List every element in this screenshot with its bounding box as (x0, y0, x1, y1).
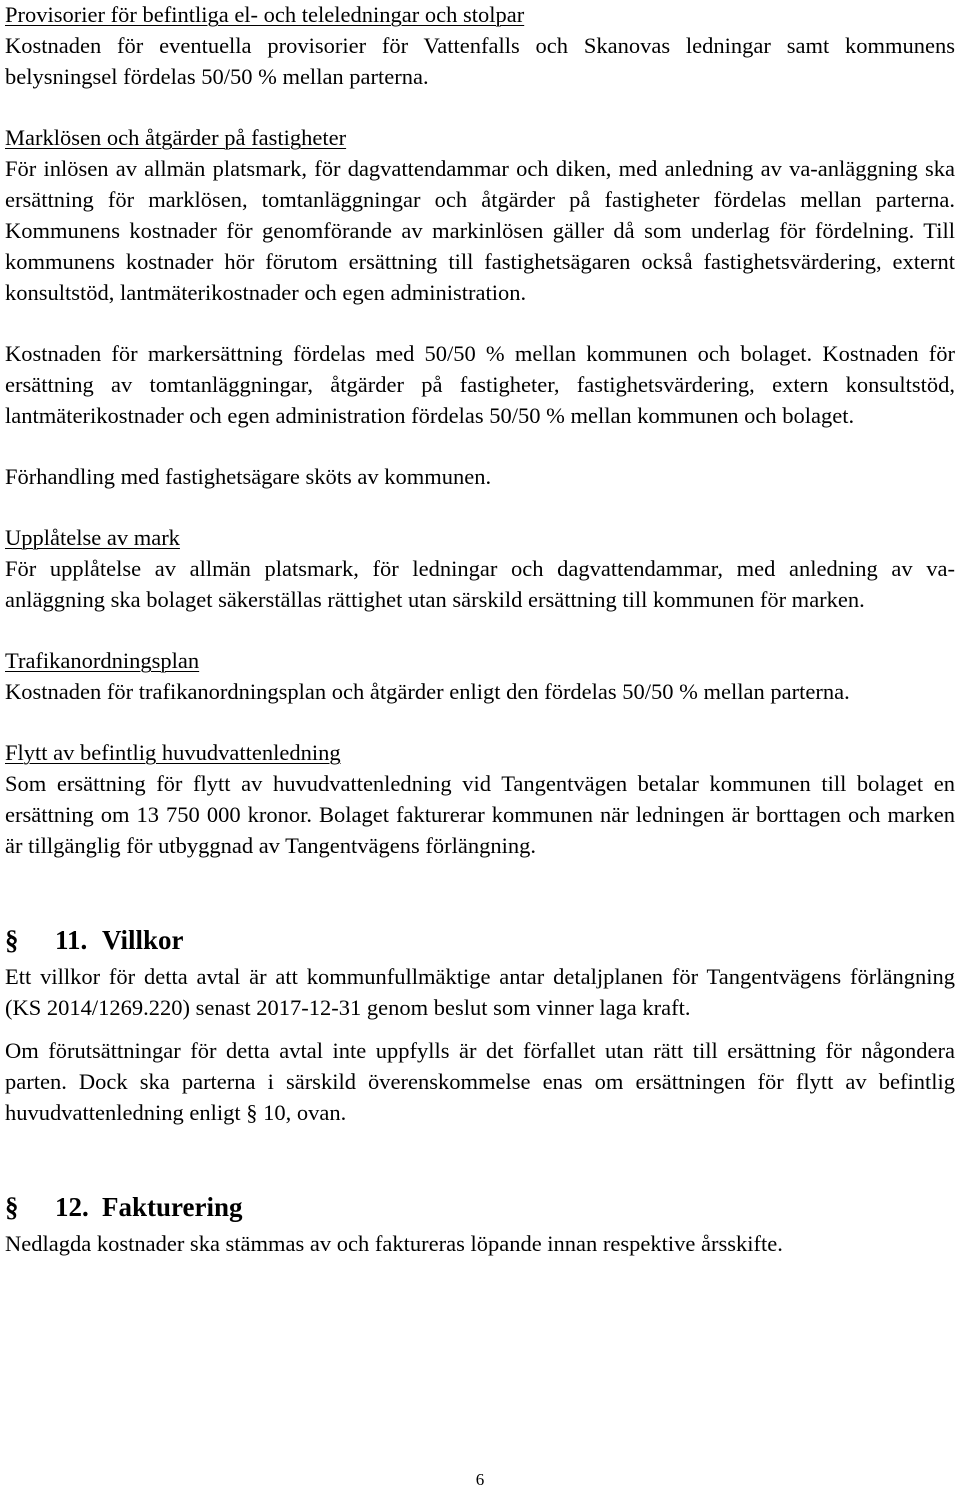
section-mark: § (5, 925, 19, 955)
paragraph-forhandling: Förhandling med fastighetsägare sköts av kommunen. (5, 464, 492, 489)
paragraph-upplatelse: För upplåtelse av allmän platsmark, för ledningar och dagvattendammar, med anledning av va-anläggning ska bolaget säkerställas rättighet utan särskild ersättning till kommunen för marken. (5, 556, 955, 612)
paragraph-provisorier: Kostnaden för eventuella provisorier för Vattenfalls och Skanovas ledningar samt kommunens belysningsel fördelas 50/50 % mellan parterna. (5, 33, 955, 89)
page-number: 6 (475, 1470, 485, 1489)
section-heading-fakturering (5, 1190, 955, 1224)
heading-upplatelse: Upplåtelse av mark (5, 525, 180, 550)
paragraph-flytt: Som ersättning för flytt av huvudvattenledning vid Tangentvägen betalar kommunen till bolaget en ersättning om 13 750 000 kronor. Bolaget fakturerar kommunen när ledningen är borttagen och marken är tillgänglig för utbyggnad av Tangentvägens förlängning. (5, 771, 955, 858)
heading-trafikanordningsplan: Trafikanordningsplan (5, 648, 200, 673)
paragraph-villkor-2: Om förutsättningar för detta avtal inte uppfylls är det förfallet utan rätt till ersättning för någondera parten. Dock ska parterna i särskild överenskommelse enas om ersättningen för flytt av befintlig huvudvattenledning enligt § 10, ovan. (5, 1038, 955, 1125)
paragraph-trafikanordningsplan: Kostnaden för trafikanordningsplan och åtgärder enligt den fördelas 50/50 % mellan parterna. (5, 679, 850, 704)
heading-marklosen: Marklösen och åtgärder på fastigheter (5, 125, 347, 150)
paragraph-markersattning: Kostnaden för markersättning fördelas med 50/50 % mellan kommunen och bolaget. Kostnaden för ersättning av tomtanläggningar, åtgärder på fastigheter, fastighetsvärdering, extern konsultstöd, lantmäterikostnader och egen administration fördelas 50/50 % mellan kommunen och bolaget. (5, 341, 955, 428)
heading-provisorier: Provisorier för befintliga el- och teleledningar och stolpar (5, 2, 525, 27)
paragraph-villkor: Ett villkor för detta avtal är att kommunfullmäktige antar detaljplanen för Tangentvägens förlängning (KS 2014/1269.220) senast 2017-12-31 genom beslut som vinner laga kraft. (5, 964, 955, 1020)
section-title: Fakturering (102, 1192, 243, 1222)
section-number: 12. (55, 1192, 89, 1222)
heading-flytt: Flytt av befintlig huvudvattenledning (5, 740, 341, 765)
section-number: 11. (55, 925, 88, 955)
document-page (5, 0, 955, 1259)
section-mark: § (5, 1192, 19, 1222)
section-heading-villkor (5, 923, 955, 957)
section-title: Villkor (102, 925, 184, 955)
paragraph-marklosen: För inlösen av allmän platsmark, för dagvattendammar och diken, med anledning av va-anläggning ska ersättning för marklösen, tomtanläggningar och åtgärder på fastigheter fördelas mellan parterna. Kommunens kostnader för genomförande av markinlösen gäller då som underlag för fördelning. Till kommunens kostnader hör förutom ersättning till fastighetsägaren också fastighetsvärdering, externt konsultstöd, lantmäterikostnader och egen administration. (5, 156, 955, 305)
paragraph-fakturering: Nedlagda kostnader ska stämmas av och faktureras löpande innan respektive årsskifte. (5, 1231, 783, 1256)
